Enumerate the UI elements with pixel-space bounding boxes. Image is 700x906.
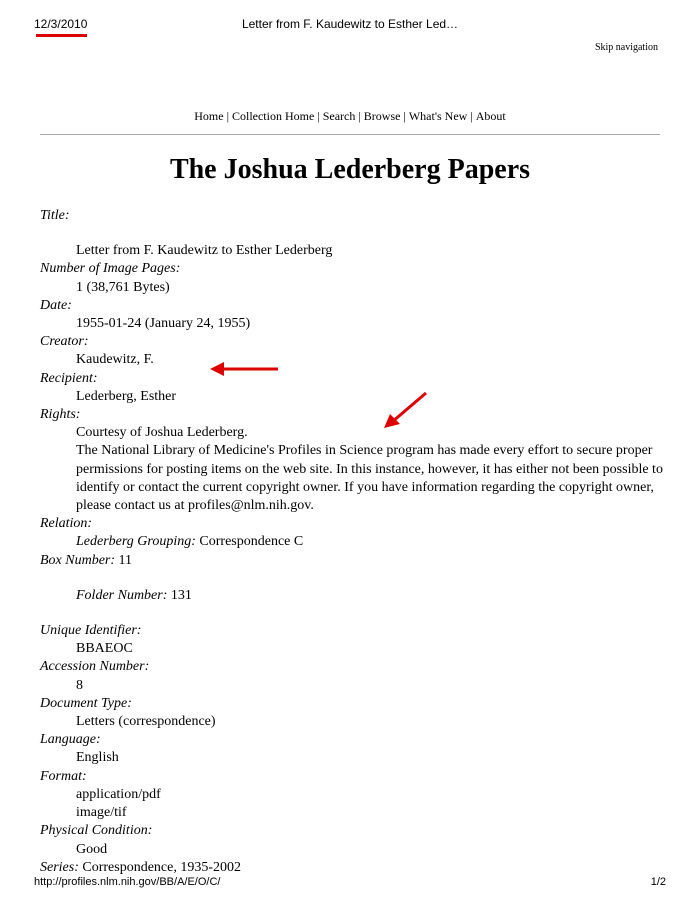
recipient-arrow-annotation [208,360,282,380]
language-value: English [76,750,119,766]
horizontal-divider [40,134,660,135]
series-label: Series: [40,859,79,875]
uid-label: Unique Identifier: [40,623,142,639]
folder-value: 131 [170,587,192,603]
page-title: The Joshua Lederberg Papers [169,154,531,185]
footer-page-number: 1/2 [650,876,666,888]
pages-value: 1 (38,761 Bytes) [76,279,170,295]
doctype-label: Document Type: [40,695,132,711]
uid-value: BBAEOC [76,641,133,657]
box-row [40,552,664,570]
title-label: Title: [40,208,70,223]
print-date: 12/3/2010 [34,17,88,31]
doctype-value: Letters (correspondence) [76,714,216,730]
date-underline-annotation [36,34,87,37]
series-value: Correspondence, 1935-2002 [82,859,242,875]
recipient-label: Recipient: [40,370,98,386]
nav-whats-new-link[interactable]: What's New [408,109,468,123]
accession-label: Accession Number: [40,659,150,675]
folder-label: Folder Number: [76,587,168,603]
accession-value: 8 [76,677,83,693]
folder-row [40,587,664,605]
condition-label: Physical Condition: [40,823,153,839]
rights-label: Rights: [40,407,81,423]
date-label: Date: [40,297,72,313]
nav-home-link[interactable]: Home [194,109,224,123]
nav-separator: | [317,109,320,123]
box-label: Box Number: [40,552,116,568]
nav-separator: | [226,109,229,123]
top-navigation [0,109,700,124]
nav-about-link[interactable]: About [475,109,506,123]
nav-separator: | [470,109,473,123]
skip-navigation-link[interactable]: Skip navigation [594,42,658,53]
condition-value: Good [76,841,108,857]
relation-label: Relation: [40,516,93,532]
language-label: Language: [40,732,101,748]
grouping-label: Lederberg Grouping: [76,534,196,550]
recipient-value: Lederberg, Esther [76,388,177,404]
format-value-tif: image/tif [76,805,127,821]
creator-label: Creator: [40,334,89,350]
nav-collection-home-link[interactable]: Collection Home [231,109,315,123]
box-value: 11 [118,552,133,568]
grouping-row [40,533,664,551]
pages-label: Number of Image Pages: [40,261,181,277]
grouping-value: Correspondence C [199,534,304,550]
nav-browse-link[interactable]: Browse [363,109,401,123]
format-value-pdf: application/pdf [76,786,161,802]
creator-value: Kaudewitz, F. [76,352,154,368]
rights-courtesy: Courtesy of Joshua Lederberg. [76,425,248,441]
format-label: Format: [40,768,87,784]
series-row [40,859,664,877]
nav-separator: | [358,109,361,123]
print-header [0,17,700,37]
footer-url: http://profiles.nlm.nih.gov/BB/A/E/O/C/ [34,876,221,888]
rights-statement: The National Library of Medicine's Profiles in Science program has made every effort to secure proper permissions for posting items on the web site. In this instance, however, it has either not been possible to identify or contact the current copyright owner. If you have information regarding the copyright owner, please contact us at profiles@nlm.nih.gov. [76,443,663,514]
print-page-title: Letter from F. Kaudewitz to Esther Led… [241,17,459,31]
rights-arrow-annotation [380,390,430,432]
title-value: Letter from F. Kaudewitz to Esther Lederberg [76,243,333,259]
date-value: 1955-01-24 (January 24, 1955) [76,316,251,332]
nav-separator: | [403,109,406,123]
nav-search-link[interactable]: Search [322,109,356,123]
record-metadata [40,207,664,877]
